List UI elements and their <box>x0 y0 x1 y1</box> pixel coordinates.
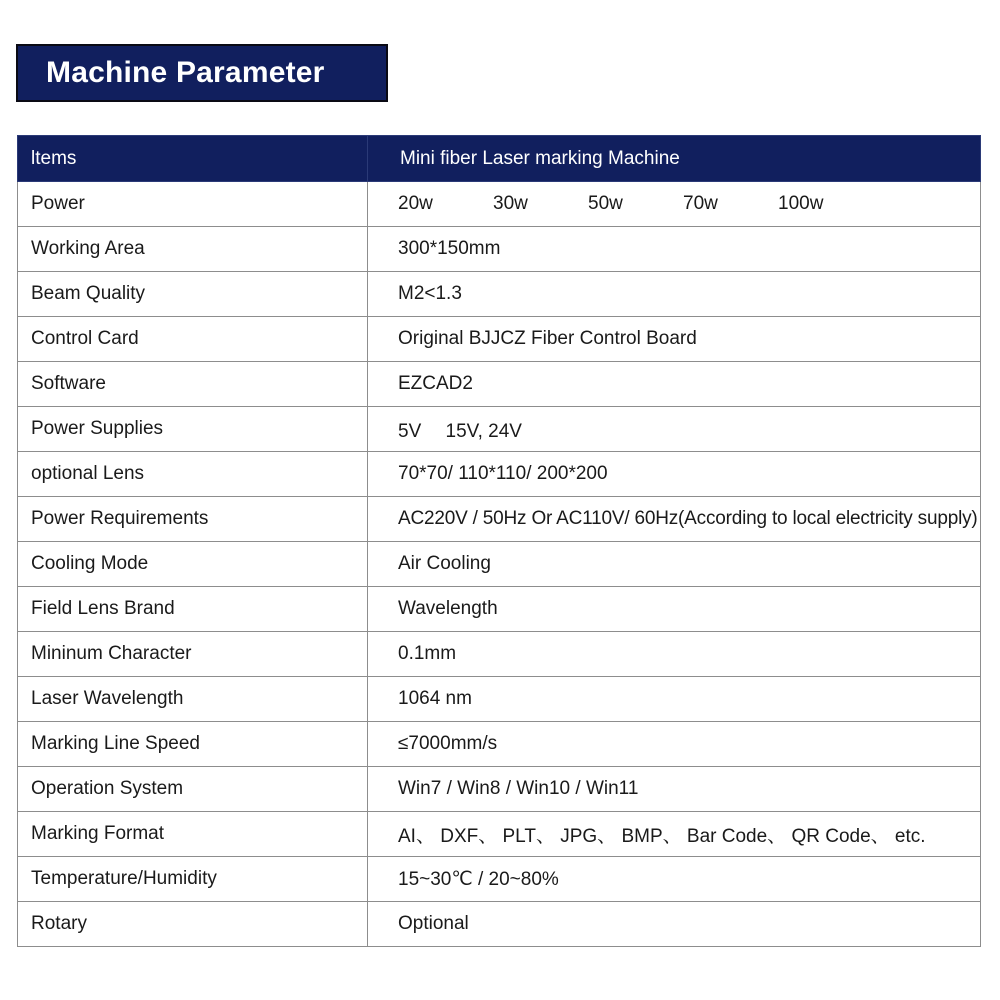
row-value-text: Original BJJCZ Fiber Control Board <box>398 328 697 349</box>
row-label <box>18 497 368 542</box>
table-row <box>18 767 981 812</box>
header-cell-machine <box>368 136 981 182</box>
row-value-text: 15~30℃ / 20~80% <box>398 868 559 890</box>
header-machine-label: Mini fiber Laser marking Machine <box>400 147 680 169</box>
row-value <box>368 227 981 272</box>
table-row <box>18 497 981 542</box>
row-value-text: M2<1.3 <box>398 283 462 304</box>
row-label-text: Power Supplies <box>31 418 164 439</box>
row-value <box>368 317 981 362</box>
row-label-text: Temperature/Humidity <box>31 868 217 889</box>
table-row <box>18 227 981 272</box>
row-label <box>18 812 368 857</box>
header-items-label: ltems <box>31 147 77 169</box>
row-label <box>18 227 368 272</box>
row-value <box>368 722 981 767</box>
table-row <box>18 632 981 677</box>
table-row <box>18 452 981 497</box>
table-row <box>18 902 981 947</box>
table-row <box>18 722 981 767</box>
row-label <box>18 452 368 497</box>
row-value <box>368 677 981 722</box>
row-value <box>368 542 981 587</box>
row-label-text: Power Requirements <box>31 508 209 529</box>
row-value-text: 0.1mm <box>398 643 457 664</box>
row-label <box>18 542 368 587</box>
row-label <box>18 272 368 317</box>
row-label <box>18 407 368 452</box>
table-row <box>18 587 981 632</box>
row-label-text: Rotary <box>31 913 87 934</box>
table-row <box>18 362 981 407</box>
row-value-text: Win7 / Win8 / Win10 / Win11 <box>398 778 639 799</box>
row-value <box>368 407 981 452</box>
row-label-text: Field Lens Brand <box>31 598 175 619</box>
table-row <box>18 677 981 722</box>
row-label-text: optional Lens <box>31 463 145 484</box>
row-value <box>368 632 981 677</box>
table-row <box>18 272 981 317</box>
table-row <box>18 812 981 857</box>
power-option: 100w <box>778 193 824 214</box>
table-row <box>18 857 981 902</box>
page-title-banner <box>16 44 388 102</box>
header-cell-items <box>18 136 368 182</box>
row-value-power <box>368 182 981 227</box>
row-label-text: Laser Wavelength <box>31 688 184 709</box>
table-row <box>18 407 981 452</box>
row-value <box>368 812 981 857</box>
row-value <box>368 587 981 632</box>
row-value-text: AI、 DXF、 PLT、 JPG、 BMP、 Bar Code、 QR Code、 etc. <box>398 825 926 847</box>
row-label-text: Working Area <box>31 238 145 259</box>
table-row <box>18 542 981 587</box>
power-label-text: Power <box>31 193 85 214</box>
row-label-text: Beam Quality <box>31 283 146 304</box>
row-value <box>368 767 981 812</box>
power-option: 70w <box>683 193 718 214</box>
table-header-row <box>18 136 981 182</box>
row-label <box>18 767 368 812</box>
row-value-text: 5V 15V, 24V <box>398 420 522 442</box>
row-label <box>18 857 368 902</box>
row-value-text: ≤7000mm/s <box>398 733 498 754</box>
table-row-power <box>18 182 981 227</box>
row-label <box>18 902 368 947</box>
row-label <box>18 317 368 362</box>
row-label <box>18 362 368 407</box>
row-label-text: Marking Format <box>31 823 165 844</box>
row-label-text: Control Card <box>31 328 139 349</box>
row-label-text: Mininum Character <box>31 643 192 664</box>
power-option: 50w <box>588 193 623 214</box>
power-option: 20w <box>398 193 433 214</box>
power-option: 30w <box>493 193 528 214</box>
row-value <box>368 857 981 902</box>
row-label <box>18 722 368 767</box>
row-value-text: 70*70/ 110*110/ 200*200 <box>398 463 608 484</box>
row-value-text: Wavelength <box>398 598 498 619</box>
row-value <box>368 902 981 947</box>
row-label-text: Software <box>31 373 106 394</box>
row-value <box>368 362 981 407</box>
row-label <box>18 677 368 722</box>
row-label-text: Operation System <box>31 778 184 799</box>
row-label-power <box>18 182 368 227</box>
row-value-text: EZCAD2 <box>398 373 473 394</box>
row-value-text: 300*150mm <box>398 238 501 259</box>
row-label <box>18 632 368 677</box>
row-value <box>368 272 981 317</box>
row-label-text: Cooling Mode <box>31 553 149 574</box>
page-title: Machine Parameter <box>46 56 325 89</box>
row-value <box>368 452 981 497</box>
row-value-text: 1064 nm <box>398 688 472 709</box>
row-value-text: Air Cooling <box>398 553 491 574</box>
table-row <box>18 317 981 362</box>
table-body <box>18 182 981 947</box>
row-label <box>18 587 368 632</box>
row-label-text: Marking Line Speed <box>31 733 200 754</box>
row-value-text: Optional <box>398 913 469 934</box>
machine-parameter-table <box>17 135 981 947</box>
row-value-text: AC220V / 50Hz Or AC110V/ 60Hz(According to local electricity supply) <box>398 508 978 529</box>
row-value <box>368 497 981 542</box>
power-option-list <box>368 193 980 215</box>
